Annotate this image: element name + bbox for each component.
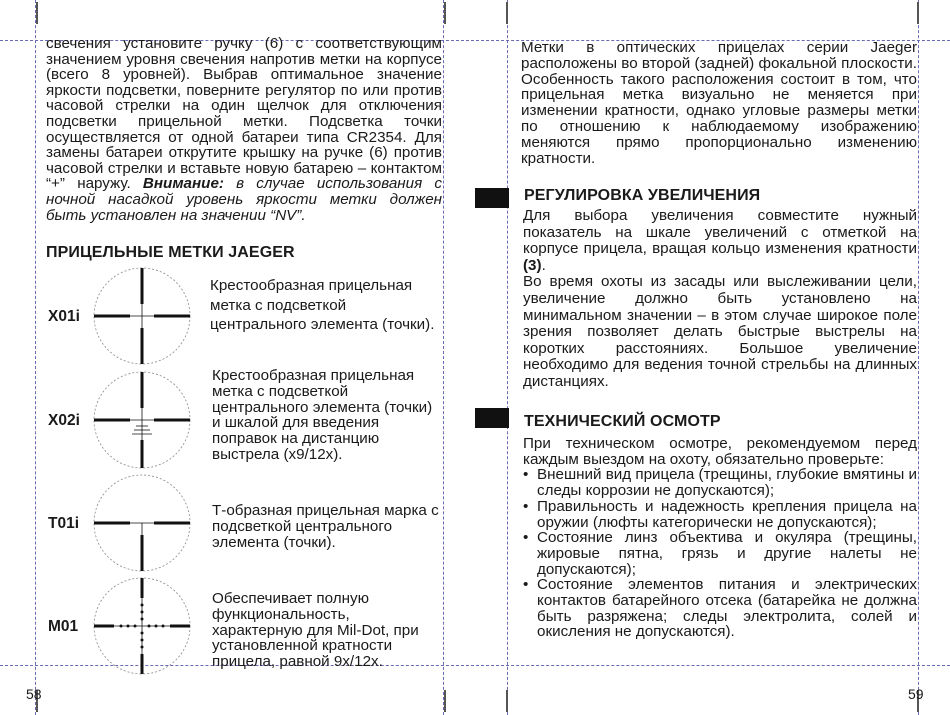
reticle-code: X02i: [48, 412, 80, 429]
magnification-title: РЕГУЛИРОВКА УВЕЛИЧЕНИЯ: [524, 187, 761, 204]
list-item: • Правильность и надежность крепления прицела на оружии (люфты категорически не допускаются);: [523, 499, 917, 530]
warning-text: в случае использования с ночной насадкой уровень яркости метки должен быть установлен на значении “NV”.: [46, 175, 442, 224]
list-item: • Состояние линз объектива и окуляра (трещины, жировые пятна, грязь и другие налеты не допускаются);: [523, 530, 917, 577]
warning-label: Внимание:: [142, 175, 224, 193]
left-intro-text: свечения установите ручку (6) с соответствующим значением уровня свечения напротив метки на корпусе (всего 8 уровней). Выбрав оптимальное значение яркости подсветки, поверните регулятор по или против часовой стрелки на один щелчок для отключения подсветки прицельной метки. Подсветка точки осуществляется от одной батареи типа CR2354. Для замены батареи открутите крышку на ручке (6) против часовой стрелки и вставьте новую батарею – контактом “+” наружу.: [46, 35, 442, 193]
reticle-description: Крестообразная прицельная метка с подсветкой центрального элемента (точки).: [210, 277, 435, 333]
t-shaped-reticle-icon: [92, 473, 192, 573]
magnification-para2: Во время охоты из засады или выслеживании цели, увеличение должно быть установлено на минимальном значении – в этом случае широкое поле зрения позволяет делать быстрые выстрелы на коротких расстояниях. Большое увеличение необходимо для ведения точной стрельбы на длинных дистанциях.: [523, 273, 917, 390]
page-number: 58: [26, 686, 42, 702]
reticle-description: Крестообразная прицельная метка с подсветкой центрального элемента (точки) и шкалой для введения поправок на дистанцию выстрела (x9/12x).: [212, 367, 433, 463]
list-item: • Состояние элементов питания и электрических контактов батарейного отсека (батарейка не должна быть разряжена; следы электролита, солей и окисления не допускаются).: [523, 577, 917, 640]
reticle-code: T01i: [48, 515, 80, 532]
right-page: [478, 0, 950, 715]
reticle-code: X01i: [48, 308, 80, 325]
page-number: 59: [908, 686, 924, 702]
magnification-ref: (3): [523, 256, 542, 274]
inspection-intro: При техническом осмотре, рекомендуемом перед каждым выездом на охоту, обязательно проверьте:: [523, 435, 917, 468]
right-intro: Метки в оптических прицелах серии Jaeger расположены во второй (задней) фокальной плоскости. Особенность такого расположения состоит в том, что прицельная метка визуально не меняется при изменении кратности, однако угловые размеры метки по отношению к наблюдаемому изображению меняются прямо пропорционально изменению кратности.: [521, 39, 917, 167]
inspection-text: [523, 436, 917, 640]
magnification-para1-end: .: [541, 256, 546, 274]
reticle-description: Т-образная прицельная марка с подсветкой центрального элемента (точки).: [212, 502, 439, 551]
magnification-para1: Для выбора увеличения совместите нужный показатель на шкале увеличений с отметкой на корпусе прицела, вращая кольцо изменения кратности: [523, 207, 917, 258]
inspection-title: ТЕХНИЧЕСКИЙ ОСМОТР: [524, 413, 721, 430]
reticle-code: M01: [48, 618, 79, 635]
crosshair-stadia-reticle-icon: [92, 370, 192, 470]
crosshair-dot-reticle-icon: [92, 266, 192, 366]
inspection-list: [523, 467, 917, 640]
mil-dot-reticle-icon: [92, 576, 192, 676]
list-item: • Внешний вид прицела (трещины, глубокие вмятины и следы коррозии не допускаются);: [523, 467, 917, 498]
left-intro: [46, 36, 442, 223]
reticles-section-title: ПРИЦЕЛЬНЫЕ МЕТКИ JAEGER: [46, 244, 295, 261]
reticle-description: Обеспечивает полную функциональность, характерную для Mil-Dot, при установленной кратности прицела, равной 9x/12x.: [212, 590, 419, 671]
magnification-text: [523, 208, 917, 391]
left-page: [0, 0, 470, 715]
